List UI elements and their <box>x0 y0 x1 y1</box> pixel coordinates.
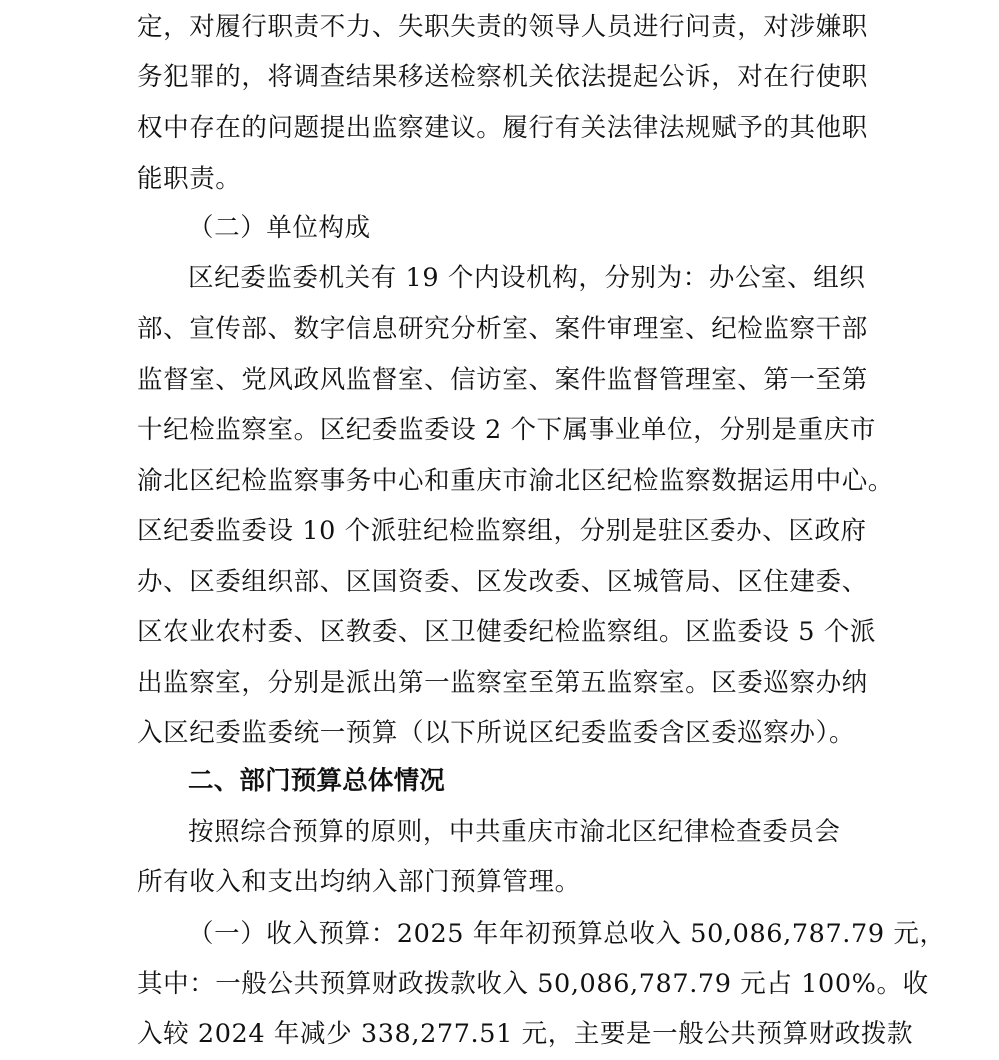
section-heading: 二、部门预算总体情况 <box>188 766 446 796</box>
paragraph-line: 入较 2024 年减少 338,277.51 元，主要是一般公共预算财政拨款 <box>137 1019 914 1049</box>
paragraph-line: 其中：一般公共预算财政拨款收入 50,086,787.79 元占 100%。收 <box>137 969 929 999</box>
paragraph-line: 十纪检监察室。区纪委监委设 2 个下属事业单位，分别是重庆市 <box>137 415 876 445</box>
paragraph-line: 渝北区纪检监察事务中心和重庆市渝北区纪检监察数据运用中心。 <box>137 466 894 496</box>
paragraph-line: 区纪委监委设 10 个派驻纪检监察组，分别是驻区委办、区政府 <box>137 516 867 546</box>
paragraph-line: 办、区委组织部、区国资委、区发改委、区城管局、区住建委、 <box>137 567 868 597</box>
paragraph-line: 部、宣传部、数字信息研究分析室、案件审理室、纪检监察干部 <box>137 314 868 344</box>
paragraph-line: 能职责。 <box>137 164 242 194</box>
paragraph-line: 出监察室，分别是派出第一监察室至第五监察室。区委巡察办纳 <box>137 668 868 698</box>
paragraph-line: 所有收入和支出均纳入部门预算管理。 <box>137 867 581 897</box>
section-subheading: （二）单位构成 <box>188 213 371 243</box>
paragraph-line: 入区纪委监委统一预算（以下所说区纪委监委含区委巡察办）。 <box>137 718 856 748</box>
paragraph-line: 按照综合预算的原则，中共重庆市渝北区纪律检查委员会 <box>188 817 841 847</box>
paragraph-line: （一）收入预算：2025 年年初预算总收入 50,086,787.79 元， <box>188 919 946 949</box>
paragraph-line: 区纪委监委机关有 19 个内设机构，分别为：办公室、组织 <box>188 263 866 293</box>
paragraph-line: 权中存在的问题提出监察建议。履行有关法律法规赋予的其他职 <box>137 113 868 143</box>
paragraph-line: 务犯罪的，将调查结果移送检察机关依法提起公诉，对在行使职 <box>137 62 868 92</box>
paragraph-line: 区农业农村委、区教委、区卫健委纪检监察组。区监委设 5 个派 <box>137 617 876 647</box>
paragraph-line: 定，对履行职责不力、失职失责的领导人员进行问责，对涉嫌职 <box>137 12 868 42</box>
paragraph-line: 监督室、党风政风监督室、信访室、案件监督管理室、第一至第 <box>137 365 868 395</box>
